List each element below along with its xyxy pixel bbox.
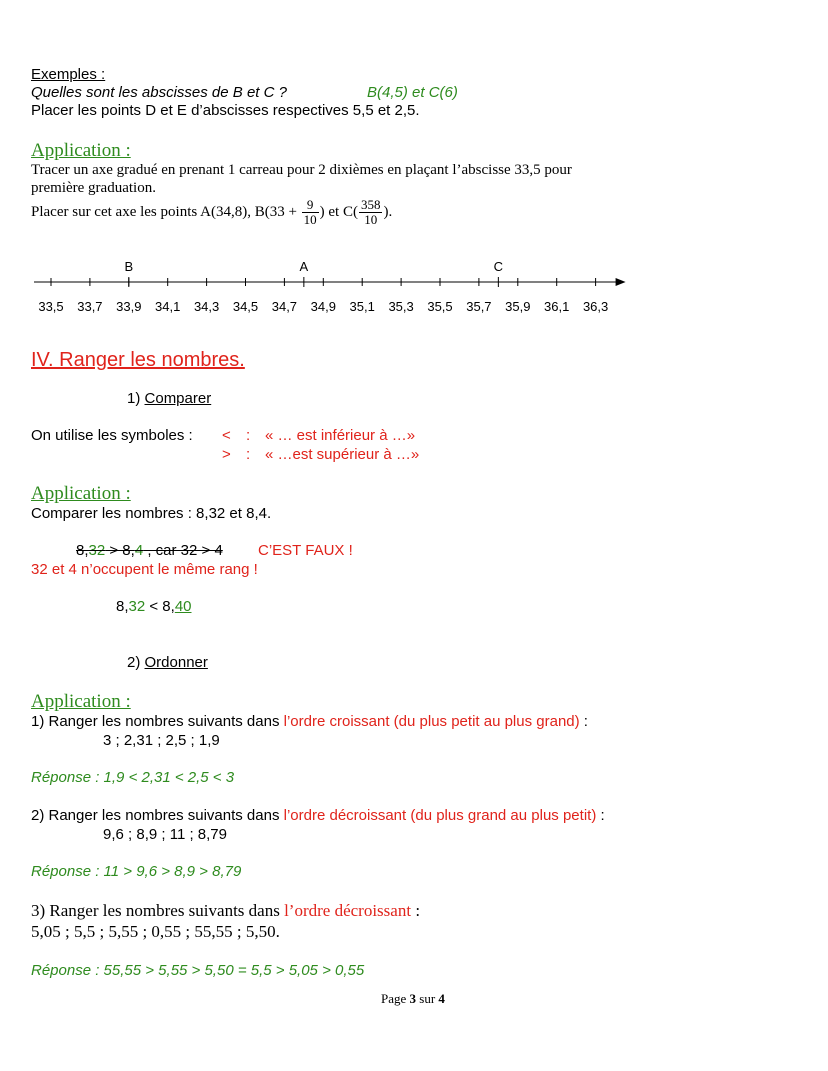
correct-comparison: 8,32 < 8,40 (116, 598, 192, 615)
answer-3: Réponse : 55,55 > 5,55 > 5,50 = 5,5 > 5,05 > 0,55 (31, 962, 365, 979)
axis-tick-label: 35,1 (349, 299, 375, 314)
answer-2: Réponse : 11 > 9,6 > 8,9 > 8,79 (31, 863, 242, 880)
symbol-gt-text: « …est supérieur à …» (265, 446, 420, 463)
number-line (0, 255, 828, 325)
symbol-lt-text: « … est inférieur à …» (265, 427, 416, 444)
symbol-lt: < (222, 427, 231, 444)
axis-tick-label: 34,1 (155, 299, 181, 314)
exemples-instruction: Placer les points D et E d’abscisses respectives 5,5 et 2,5. (31, 102, 420, 119)
axis-tick-label: 34,7 (271, 299, 298, 314)
fraction-b-num: 9 (302, 198, 319, 213)
exemples-answer: B(4,5) et C(6) (367, 84, 458, 101)
application-title-2: Application : (31, 483, 131, 504)
application2-line: Comparer les nombres : 8,32 et 8,4. (31, 505, 272, 522)
subheading-ordonner-num: 2) (127, 654, 145, 671)
axis-tick-label: 33,5 (38, 299, 64, 314)
axis-tick-label: 33,7 (77, 299, 103, 314)
symbol-gt: > (222, 446, 231, 463)
axis-tick-label: 35,7 (466, 299, 492, 314)
exemples-question: Quelles sont les abscisses de B et C ? (31, 84, 287, 101)
fraction-c-den: 10 (364, 212, 378, 227)
subheading-comparer-label: Comparer (144, 390, 212, 407)
question-1-numbers: 3 ; 2,31 ; 2,5 ; 1,9 (103, 732, 220, 749)
point-label-c: C (493, 259, 504, 274)
symbol-lt-colon: : (246, 427, 251, 444)
question-1: 1) Ranger les nombres suivants dans l’ordre croissant (du plus petit au plus grand) : (31, 713, 588, 730)
place-end: ). (383, 203, 393, 220)
point-label-b: B (124, 259, 134, 274)
axis-tick-label: 34,3 (193, 299, 220, 314)
question-3-numbers: 5,05 ; 5,5 ; 5,55 ; 0,55 ; 55,55 ; 5,50. (31, 922, 280, 941)
exemples-heading: Exemples : (31, 66, 106, 83)
place-prefix: Placer sur cet axe les points A(34,8), B(33 + (31, 203, 297, 220)
subheading-ordonner-label: Ordonner (144, 654, 208, 671)
subheading-ordonner (127, 654, 208, 671)
axis-tick-label: 34,5 (232, 299, 259, 314)
axis-tick-label: 35,9 (505, 299, 531, 314)
axis-arrow (616, 278, 626, 286)
application-title-3: Application : (31, 691, 131, 712)
fraction-b-den: 10 (303, 212, 317, 227)
axis-tick-label: 33,9 (116, 299, 142, 314)
question-3: 3) Ranger les nombres suivants dans l’ordre décroissant : (31, 901, 421, 920)
faux-label: C’EST FAUX ! (258, 542, 353, 559)
axis-tick-label: 36,3 (582, 299, 609, 314)
answer-1: Réponse : 1,9 < 2,31 < 2,5 < 3 (31, 769, 235, 786)
axis-tick-label: 35,3 (388, 299, 414, 314)
fraction-b (302, 198, 319, 227)
symbols-intro: On utilise les symboles : (31, 427, 193, 444)
page-footer: Page 3 sur 4 (381, 991, 445, 1006)
fraction-c-num: 358 (360, 197, 381, 212)
axis-tick-label: 35,5 (427, 299, 453, 314)
subheading-comparer (127, 390, 211, 407)
axis-tick-label: 34,9 (310, 299, 336, 314)
section-title: IV. Ranger les nombres. (31, 349, 245, 371)
place-mid: ) et C( (319, 203, 358, 220)
application1-line2: première graduation. (31, 180, 156, 196)
question-2-numbers: 9,6 ; 8,9 ; 11 ; 8,79 (103, 826, 227, 843)
fraction-c (359, 198, 383, 227)
wrong-comparison (76, 542, 223, 559)
question-2: 2) Ranger les nombres suivants dans l’ordre décroissant (du plus grand au plus petit) : (31, 807, 605, 824)
application1-place-line (31, 198, 392, 227)
point-label-a: A (299, 259, 309, 274)
symbol-gt-colon: : (246, 446, 251, 463)
rang-note: 32 et 4 n’occupent le même rang ! (31, 561, 258, 578)
subheading-comparer-num: 1) (127, 390, 145, 407)
axis-tick-label: 36,1 (544, 299, 570, 314)
wrong-comparison-text: 8,32 > 8,4 , car 32 > 4 (76, 542, 223, 559)
application1-line1: Tracer un axe gradué en prenant 1 carreau pour 2 dixièmes en plaçant l’abscisse 33,5 pour (31, 162, 572, 178)
application-title-1: Application : (31, 140, 131, 161)
